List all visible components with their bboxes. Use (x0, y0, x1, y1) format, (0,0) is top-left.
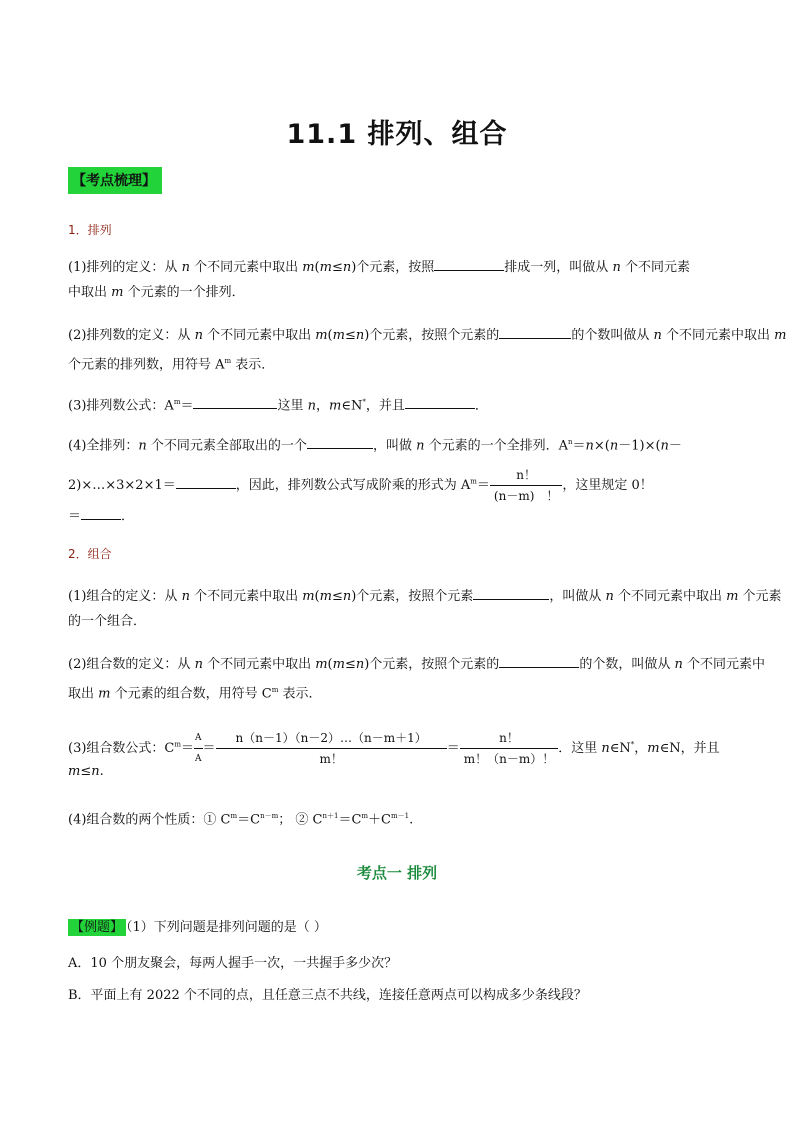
topic-heading: 考点一 排列 (356, 864, 438, 882)
example-line: 【例题】 （1）下列问题是排列问题的是（ ） (68, 918, 327, 938)
blank (473, 585, 549, 600)
heading-permutation: 1．排列 (68, 223, 112, 237)
q4-line: (4)组合数的两个性质：① $C^m=C^{n-m}$； ② $C^{n+1}=C^m+C^{m-1}$. (68, 812, 414, 828)
q3-line1: (3)组合数公式：$C^m=$ $\frac{A}{A}$ ＝ $\frac{n(n-1)(n-2)\dots(n-m+1)}{m!}$ ＝ $\frac{n!}{m!(n-m)!}$ ．这里 n∈N*，m∈N，并且 (68, 728, 720, 769)
p4-line1: (4)全排列：n 个不同元素全部取出的一个 ，叫做 n 个元素的一个全排列．$A^n=n\times(n-1)\times(n-$ (68, 432, 682, 456)
blank (499, 324, 571, 339)
q2-line1: (2)组合数的定义：从 n 个不同元素中取出 m(m≤n)个元素，按照个元素的 的个数，叫做从 n 个不同元素中 (68, 653, 765, 675)
q1-line1: (1)组合的定义：从 n 个不同元素中取出 m(m≤n)个元素，按照个元素 ，叫做从 n 个不同元素中取出 m 个元素 (68, 585, 782, 607)
q1-line2: 的一个组合． (68, 614, 147, 629)
fraction: $\frac{n!}{m!(n-m)!}$ (460, 728, 559, 769)
blank (81, 505, 121, 520)
blank (434, 256, 504, 271)
blank (499, 653, 579, 668)
page-title: 11.1 排列、组合 (286, 119, 508, 150)
fraction: $\frac{n!}{(n-m) !}$ (490, 465, 562, 506)
blank (193, 394, 277, 409)
p1-line1: (1)排列的定义：从 n 个不同元素中取出 m(m≤n)个元素，按照 排成一列，叫做从 n 个不同元素 (68, 256, 690, 278)
section-tag: 【考点梳理】 (68, 167, 162, 194)
heading-combination: 2．组合 (68, 547, 112, 561)
option-b: B．平面上有 2022 个不同的点，且任意三点不共线，连接任意两点可以构成多少条线段？ (68, 988, 587, 1003)
p4-line3: ＝ ． (68, 505, 134, 527)
p4-line2: 2)×…×3×2×1＝ ，因此，排列数公式写成阶乘的形式为 $A^m=$ $\frac{n!}{(n-m) !}$ ，这里规定 0！ (68, 465, 653, 506)
fraction: $\frac{A}{A}$ (194, 728, 203, 769)
blank (176, 474, 236, 489)
q3-line2: m≤n. (68, 764, 104, 779)
q2-line2: 取出 m 个元素的组合数，用符号 $C^m$ 表示． (68, 686, 322, 702)
blank (405, 394, 475, 409)
p2-line1: (2)排列数的定义：从 n 个不同元素中取出 m(m≤n)个元素，按照个元素的 的个数叫做从 n 个不同元素中取出 m (68, 324, 786, 346)
fraction: $\frac{n(n-1)(n-2)\dots(n-m+1)}{m!}$ (216, 728, 447, 769)
p2-line2: 个元素的排列数，用符号 $A^m$ 表示． (68, 357, 275, 373)
example-tag: 【例题】 (68, 919, 126, 936)
option-a: A．10 个朋友聚会，每两人握手一次，一共握手多少次？ (68, 956, 398, 971)
blank (307, 434, 373, 449)
p1-line2: 中取出 m 个元素的一个排列． (68, 285, 245, 300)
p3-line: (3)排列数公式：$A^m=$ 这里 n，m∈N*，并且 ． (68, 392, 488, 416)
